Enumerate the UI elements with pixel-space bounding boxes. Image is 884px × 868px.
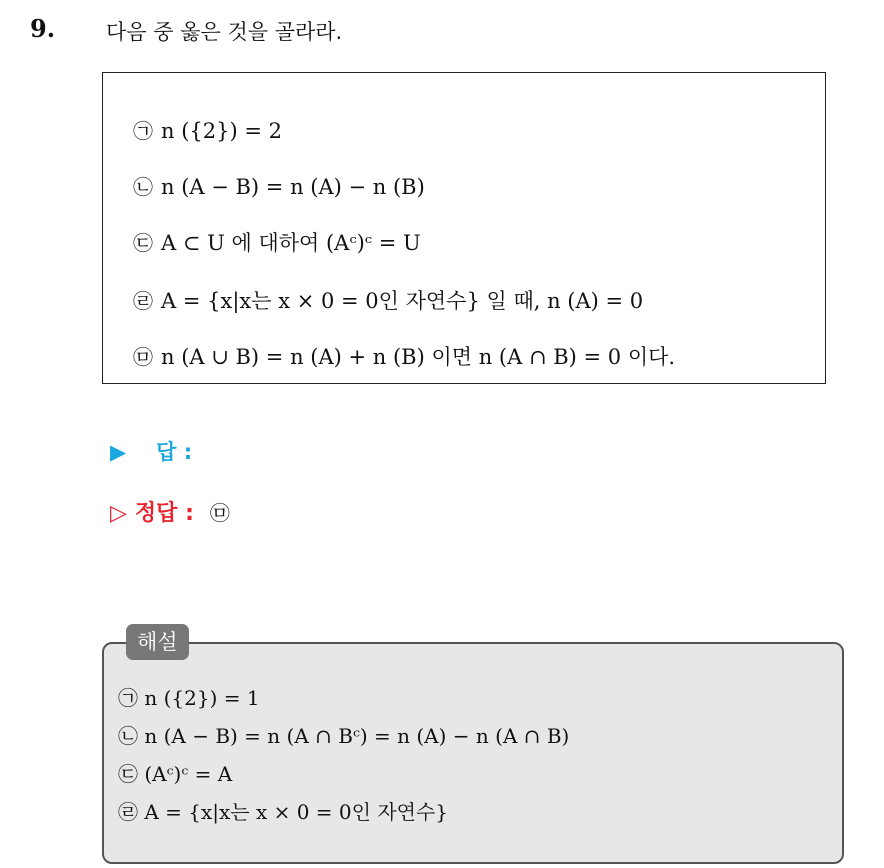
explanation-line-1: ㉠ n ({2}) = 1 [118,686,260,710]
correct-answer-value: ㉤ [209,501,230,525]
explanation-title-tab: 해설 [126,624,189,660]
answer-arrow-icon: ▶ [110,440,127,464]
explanation-box [102,642,844,864]
answer-label: 답 : [156,440,193,464]
choice-3-marker: ㉢ [133,231,153,255]
explanation-line-3: ㉢ (Aᶜ)ᶜ = A [118,762,233,786]
choices-box [102,72,826,384]
choice-5-text: n (A ∪ B) = n (A) + n (B) 이면 n (A ∩ B) = 0 이다. [161,345,676,369]
choice-1 [133,115,282,144]
choice-4 [133,285,643,315]
choice-3-text: A ⊂ U 에 대하여 (Aᶜ)ᶜ = U [161,231,421,255]
explanation-line-2: ㉡ n (A − B) = n (A ∩ Bᶜ) = n (A) − n (A ∩ B) [118,724,570,748]
choice-4-marker: ㉣ [133,289,153,313]
choice-2-marker: ㉡ [133,175,153,199]
choice-4-text: A = {x|x는 x × 0 = 0인 자연수} 일 때, n (A) = 0 [161,289,644,313]
correct-arrow-icon: ▷ [110,501,127,526]
choice-3 [133,227,421,257]
correct-answer-row [110,496,230,527]
choice-5 [133,341,675,371]
choice-2 [133,171,425,200]
explanation-line-4: ㉣ A = {x|x는 x × 0 = 0인 자연수} [118,800,449,824]
answer-row [110,436,192,466]
choice-1-marker: ㉠ [133,119,153,143]
question-number: 9. [30,14,56,43]
choice-1-text: n ({2}) = 2 [161,119,282,143]
question-text: 다음 중 옳은 것을 골라라. [106,20,343,44]
choice-5-marker: ㉤ [133,345,153,369]
choice-2-text: n (A − B) = n (A) − n (B) [161,175,425,199]
correct-answer-label: 정답 : [134,501,194,526]
